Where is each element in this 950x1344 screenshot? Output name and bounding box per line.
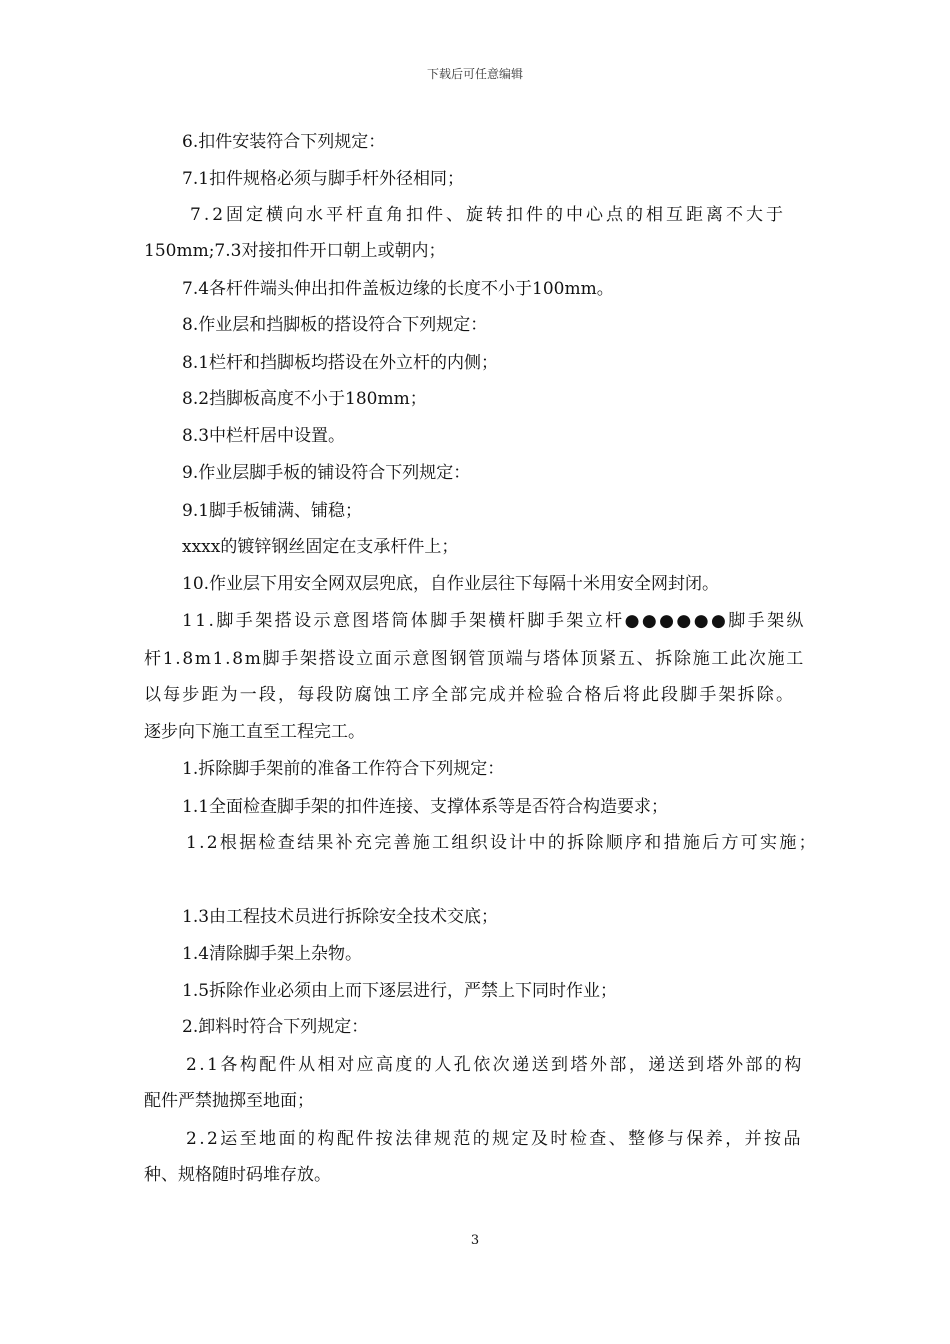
line-14: 11.脚手架搭设示意图塔筒体脚手架横杆脚手架立杆●●●●●●脚手架纵 — [182, 611, 806, 631]
line-4: 150mm;7.3对接扣件开口朝上或朝内； — [144, 241, 446, 261]
line-20: 1.2根据检查结果补充完善施工组织设计中的拆除顺序和措施后方可实施； — [186, 833, 818, 853]
line-23: 1.5拆除作业必须由上而下逐层进行，严禁上下同时作业； — [182, 981, 618, 1001]
line-24: 2.卸料时符合下列规定： — [182, 1017, 369, 1037]
line-2: 7.1扣件规格必须与脚手杆外径相同； — [182, 169, 465, 189]
line-1: 6.扣件安装符合下列规定： — [182, 132, 386, 152]
line-25: 2.1各构配件从相对应高度的人孔依次递送到塔外部，递送到塔外部的构 — [186, 1055, 804, 1075]
line-19: 1.1全面检查脚手架的扣件连接、支撑体系等是否符合构造要求； — [182, 797, 669, 817]
line-13: 10.作业层下用安全网双层兜底，自作业层往下每隔十米用安全网封闭。 — [182, 574, 720, 594]
line-10: 9.作业层脚手板的铺设符合下列规定： — [182, 463, 471, 483]
line-21: 1.3由工程技术员进行拆除安全技术交底； — [182, 907, 499, 927]
line-18: 1.拆除脚手架前的准备工作符合下列规定： — [182, 759, 505, 779]
line-11: 9.1脚手板铺满、铺稳； — [182, 501, 363, 521]
line-26: 配件严禁抛掷至地面； — [144, 1091, 314, 1111]
line-27: 2.2运至地面的构配件按法律规范的规定及时检查、整修与保养，并按品 — [186, 1129, 803, 1149]
line-5: 7.4各杆件端头伸出扣件盖板边缘的长度不小于100mm。 — [182, 279, 614, 299]
line-12: xxxx的镀锌钢丝固定在支承杆件上； — [182, 537, 459, 557]
line-3: 7.2固定横向水平杆直角扣件、旋转扣件的中心点的相互距离不大于 — [190, 205, 787, 225]
page-number: 3 — [470, 1233, 480, 1248]
line-6: 8.作业层和挡脚板的搭设符合下列规定： — [182, 315, 488, 335]
line-17: 逐步向下施工直至工程完工。 — [144, 722, 365, 742]
line-7: 8.1栏杆和挡脚板均搭设在外立杆的内侧； — [182, 353, 499, 373]
line-8: 8.2挡脚板高度不小于180mm； — [182, 389, 427, 409]
line-16: 以每步距为一段，每段防腐蚀工序全部完成并检验合格后将此段脚手架拆除。 — [144, 685, 796, 705]
line-9: 8.3中栏杆居中设置。 — [182, 426, 346, 446]
line-22: 1.4清除脚手架上杂物。 — [182, 944, 363, 964]
line-28: 种、规格随时码堆存放。 — [144, 1165, 331, 1185]
line-15: 杆1.8m1.8m脚手架搭设立面示意图钢管顶端与塔体顶紧五、拆除施工此次施工 — [144, 649, 805, 669]
page-header: 下载后可任意编辑 — [426, 67, 523, 81]
